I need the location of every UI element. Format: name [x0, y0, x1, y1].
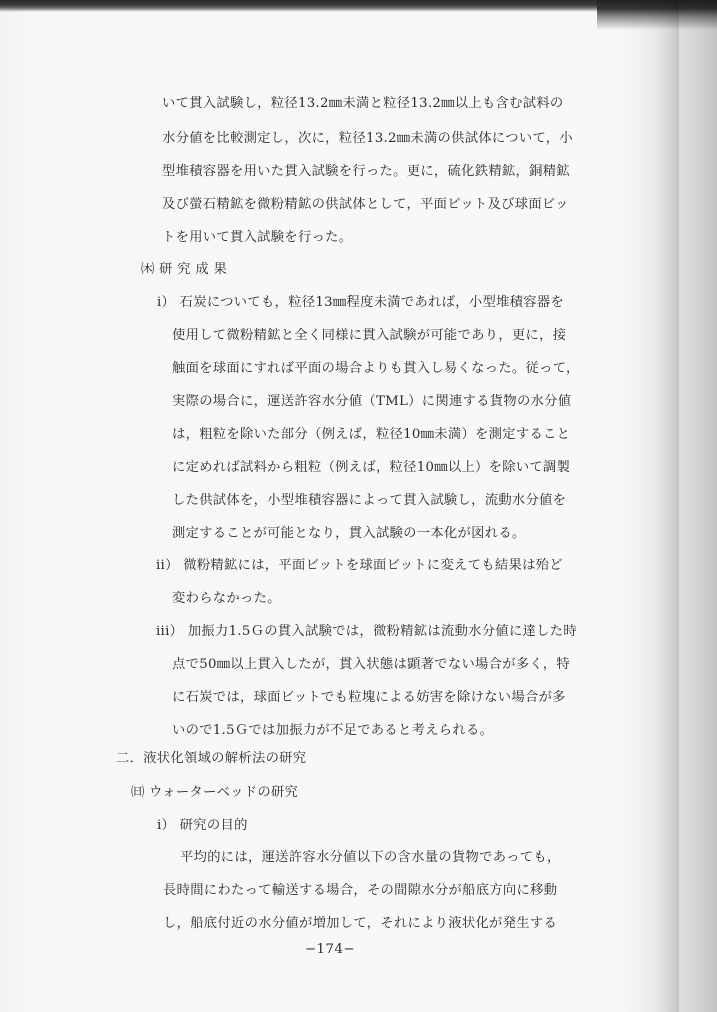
results-item-1-line-2: 使用して微粉精鉱と全く同様に貫入試験が可能であり，更に，接 — [172, 328, 567, 343]
page-number: −174− — [304, 942, 356, 957]
section-heading-waterbed: ㈰ ウォーターベッドの研究 — [131, 785, 299, 800]
results-item-3-line-2: 点で50㎜以上貫入したが，貫入状態は顕著でない場合が多く，特 — [172, 657, 570, 672]
purpose-line-1: 平均的には，運送許容水分値以下の含水量の貨物であっても， — [180, 850, 561, 865]
results-item-1-line-7: した供試体を，小型堆積容器によって貫入試験し，流動水分値を — [172, 493, 567, 508]
results-item-2-line-1: ii） 微粉精鉱には，平面ビットを球面ビットに変えても結果は殆ど — [156, 558, 563, 573]
body-line-5: トを用いて貫入試験を行った。 — [162, 230, 353, 245]
body-line-4: 及び螢石精鉱を微粉精鉱の供試体として，平面ビット及び球面ビッ — [162, 197, 569, 212]
body-line-3: 型堆積容器を用いた貫入試験を行った。更に，硫化鉄精鉱，銅精鉱 — [162, 164, 570, 179]
book-spine-shadow — [651, 0, 679, 1012]
results-item-1-line-3: 触面を球面にすれば平面の場合よりも貫入し易くなった。従って， — [172, 361, 580, 376]
section-heading-results: ㈭ 研 究 成 果 — [141, 262, 228, 277]
body-line-2: 水分値を比較測定し，次に，粒径13.2㎜未満の供試体について，小 — [162, 131, 573, 146]
results-item-1-line-6: に定めれば試料から粗粒（例えば，粒径10㎜以上）を除いて調製 — [172, 460, 571, 475]
results-item-1-line-8: 測定することが可能となり，貫入試験の一本化が図れる。 — [172, 526, 526, 541]
body-line-1: いて貫入試験し，粒径13.2㎜未満と粒径13.2㎜以上も含む試料の — [162, 96, 564, 111]
results-item-1-line-4: 実際の場合に，運送許容水分値（TML）に関連する貨物の水分値 — [172, 394, 572, 409]
purpose-line-2: 長時間にわたって輸送する場合，その間隙水分が船底方向に移動 — [163, 883, 558, 898]
results-item-3-line-3: に石炭では，球面ビットでも粒塊による妨害を除けない場合が多 — [172, 690, 566, 705]
results-item-1-line-1: i） 石炭についても，粒径13㎜程度未満であれば，小型堆積容器を — [157, 295, 565, 310]
results-item-2-line-2: 変わらなかった。 — [172, 591, 281, 606]
subsection-heading-purpose: i） 研究の目的 — [157, 818, 248, 833]
results-item-3-line-4: いので1.5Ｇでは加振力が不足であると考えられる。 — [172, 723, 494, 738]
chapter-heading-liquefaction: 二．液状化領域の解析法の研究 — [116, 751, 307, 766]
results-item-3-line-1: iii） 加振力1.5Ｇの貫入試験では，微粉精鉱は流動水分値に達した時 — [156, 624, 577, 639]
results-item-1-line-5: は，粗粒を除いた部分（例えば，粒径10㎜未満）を測定すること — [172, 427, 571, 442]
purpose-line-3: し，船底付近の水分値が増加して，それにより液状化が発生する — [163, 916, 558, 931]
